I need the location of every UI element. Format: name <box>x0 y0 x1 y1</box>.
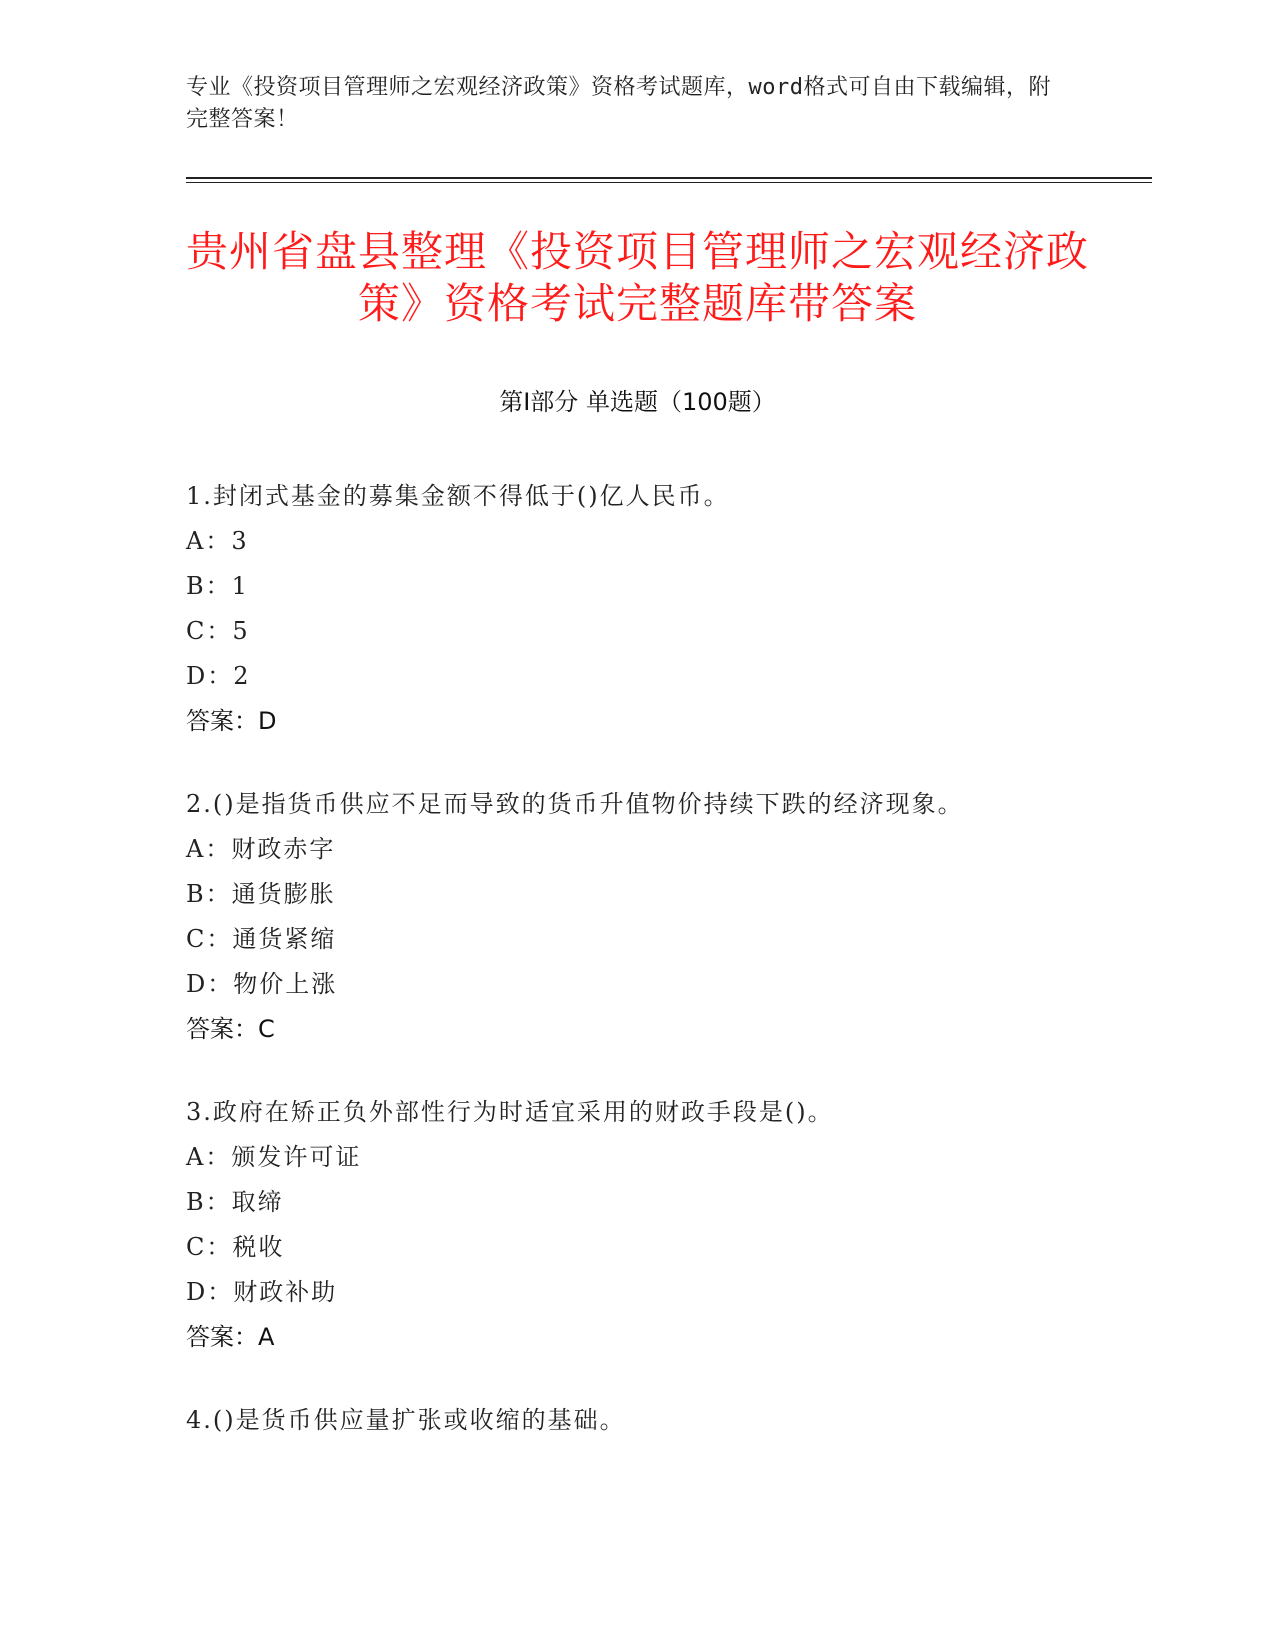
option-a: A：财政赤字 <box>186 835 336 863</box>
question-4 <box>186 1398 1146 1443</box>
answer: 答案：D <box>186 707 277 735</box>
question-stem: 4.()是货币供应量扩张或收缩的基础。 <box>186 1406 626 1434</box>
answer: 答案：C <box>186 1015 275 1043</box>
question-stem: 2.()是指货币供应不足而导致的货币升值物价持续下跌的经济现象。 <box>186 790 964 818</box>
answer: 答案：A <box>186 1323 275 1351</box>
document-title: 贵州省盘县整理《投资项目管理师之宏观经济政策》资格考试完整题库带答案 <box>185 227 1089 328</box>
option-b: B：1 <box>186 572 249 600</box>
section-heading: 第Ⅰ部分 单选题（100题） <box>499 388 776 416</box>
option-b: B：取缔 <box>186 1188 284 1216</box>
option-c: C：通货紧缩 <box>186 925 337 953</box>
option-d: D：物价上涨 <box>186 970 338 998</box>
header-note: 专业《投资项目管理师之宏观经济政策》资格考试题库，word格式可自由下载编辑，附完整答案！ <box>186 75 1051 132</box>
option-a: A：3 <box>186 527 249 555</box>
header-rule-thin <box>186 182 1152 183</box>
question-2 <box>186 782 1146 1052</box>
question-3 <box>186 1090 1146 1360</box>
question-list <box>186 474 1146 1481</box>
option-d: D：2 <box>186 662 251 690</box>
option-d: D：财政补助 <box>186 1278 338 1306</box>
option-c: C：税收 <box>186 1233 285 1261</box>
option-b: B：通货膨胀 <box>186 880 336 908</box>
question-1 <box>186 474 1146 744</box>
option-c: C：5 <box>186 617 250 645</box>
header-rule-thick <box>186 177 1152 179</box>
question-stem: 3.政府在矫正负外部性行为时适宜采用的财政手段是()。 <box>186 1098 834 1126</box>
option-a: A：颁发许可证 <box>186 1143 362 1171</box>
question-stem: 1.封闭式基金的募集金额不得低于()亿人民币。 <box>186 482 730 510</box>
